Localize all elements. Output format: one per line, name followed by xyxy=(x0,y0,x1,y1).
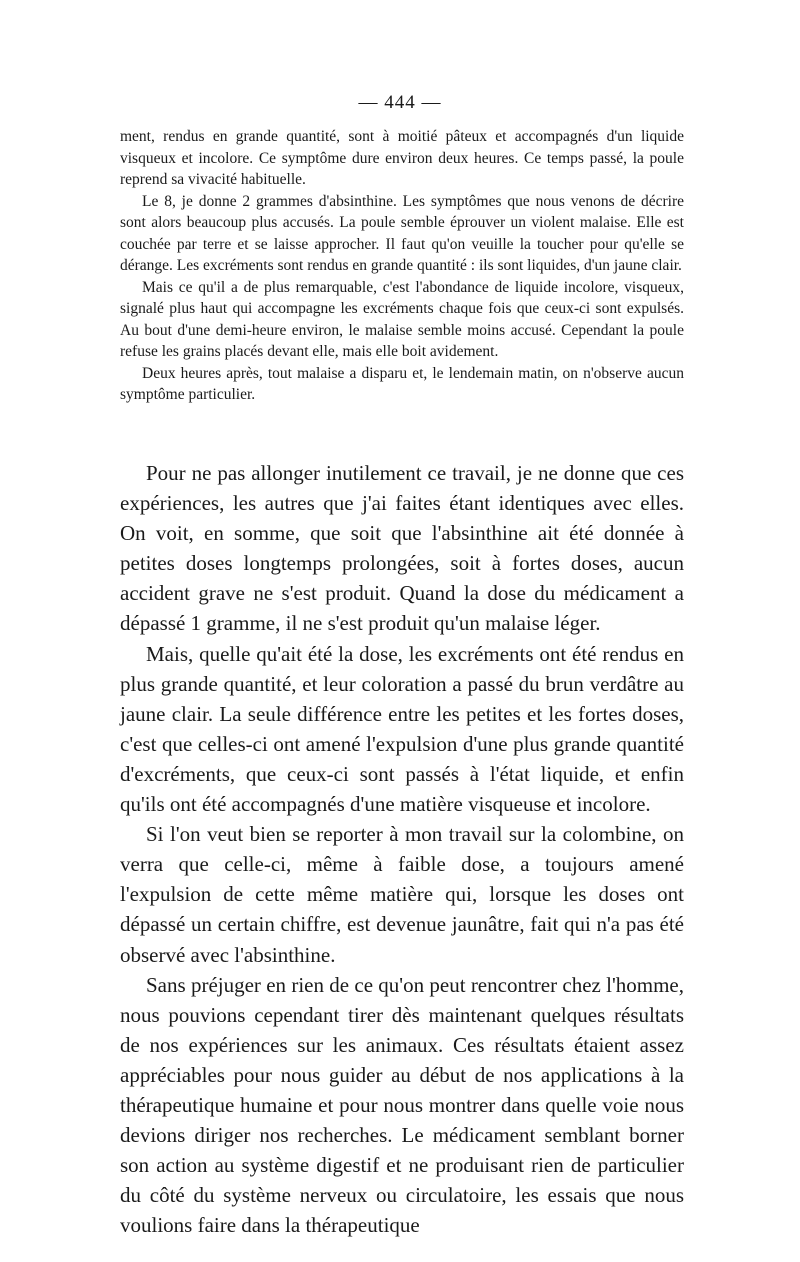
main-paragraph-3: Si l'on veut bien se reporter à mon travail sur la colombine, on verra que celle-ci, même à faible dose, a toujours amené l'expulsion de cette même matière qui, lorsque les doses ont dépassé un certain chiffre, est devenue jaunâtre, fait qui n'a pas été observé avec l'absinthine. xyxy=(120,822,684,967)
small-paragraph-1: ment, rendus en grande quantité, sont à moitié pâteux et accompagnés d'un liquide visqueux et incolore. Ce symptôme dure environ deux heures. Ce temps passé, la poule reprend sa vivacité habituelle. xyxy=(120,128,684,188)
main-paragraph-1: Pour ne pas allonger inutilement ce travail, je ne donne que ces expériences, les autres que j'ai faites étant identiques avec elles. On voit, en somme, que soit que l'absinthine ait été donnée à petites doses longtemps prolongées, soit à fortes doses, aucun accident grave ne s'est produit. Quand la dose du médicament a dépassé 1 gramme, il ne s'est produit qu'un malaise léger. xyxy=(120,461,684,636)
small-paragraph-4: Deux heures après, tout malaise a disparu et, le lendemain matin, on n'observe aucun symptôme particulier. xyxy=(120,364,684,403)
main-paragraph-2: Mais, quelle qu'ait été la dose, les excréments ont été rendus en plus grande quantité, et leur coloration a passé du brun verdâtre au jaune clair. La seule différence entre les petites et les fortes doses, c'est que celles-ci ont amené l'expulsion d'une plus grande quantité d'excréments, que ceux-ci sont passés à l'état liquide, et enfin qu'ils ont été accompagnés d'une matière visqueuse et incolore. xyxy=(120,641,684,817)
small-print-section xyxy=(120,126,684,406)
main-paragraph-4: Sans préjuger en rien de ce qu'on peut rencontrer chez l'homme, nous pouvions cependant tirer dès maintenant quelques résultats de nos expériences sur les animaux. Ces résultats étaient assez appréciables pour nous guider au début de nos applications à la thérapeutique humaine et pour nous montrer dans quelle voie nous devions diriger nos recherches. Le médicament semblant borner son action au système digestif et ne produisant rien de particulier du côté du système nerveux ou circulatoire, les essais que nous voulions faire dans la thérapeutique xyxy=(120,972,684,1238)
small-paragraph-2: Le 8, je donne 2 grammes d'absinthine. Les symptômes que nous venons de décrire sont alors beaucoup plus accusés. La poule semble éprouver un violent malaise. Elle est couchée par terre et se laisse approcher. Il faut qu'on veuille la toucher pour qu'elle se dérange. Les excréments sont rendus en grande quantité : ils sont liquides, d'un jaune clair. xyxy=(120,192,684,274)
page-number: — 444 — xyxy=(358,92,442,113)
main-text-section xyxy=(120,458,684,1240)
small-paragraph-3: Mais ce qu'il a de plus remarquable, c'est l'abondance de liquide incolore, visqueux, signalé plus haut qui accompagne les excréments chaque fois que ceux-ci sont expulsés. Au bout d'une demi-heure environ, le malaise semble moins accusé. Cependant la poule refuse les grains placés devant elle, mais elle boit avidement. xyxy=(120,278,684,360)
